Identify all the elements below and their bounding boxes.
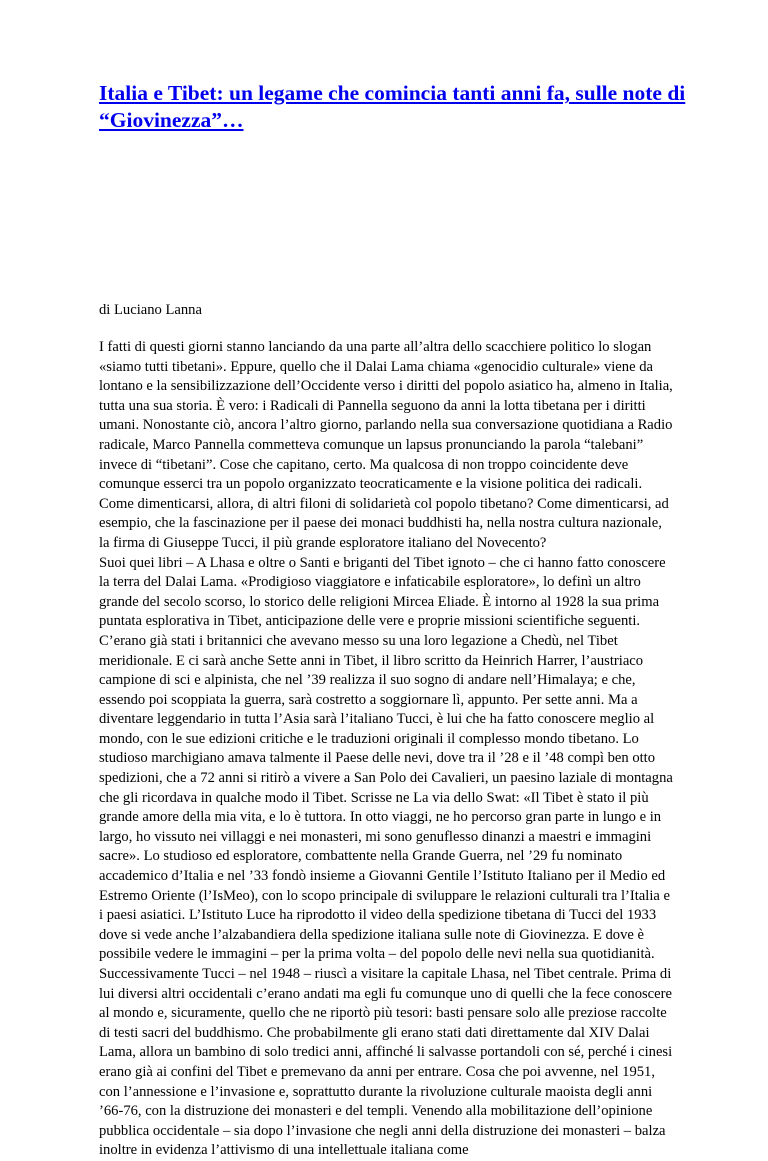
article-body: I fatti di questi giorni stanno lanciando da una parte all’altra dello scacchiere politico lo slogan «siamo tutti tibetani». Eppure, quello che il Dalai Lama chiama «genocidio culturale» viene da lontano e la sensibilizzazione dell’Occidente verso i diritti del popolo asiatico ha, almeno in Italia, tutta una sua storia. È vero: i Radicali di Pannella seguono da anni la lotta tibetana per i diritti umani. Nonostante ciò, ancora l’altro giorno, parlando nella sua conversazione quotidiana a Radio radicale, Marco Pannella commetteva comunque un lapsus pronunciando la parola “talebani” invece di “tibetani”. Cose che capitano, certo. Ma qualcosa di non troppo coincidente deve comunque esserci tra un popolo organizzato teocraticamente e la visione politica dei radicali. Come dimenticarsi, allora, di altri filoni di solidarietà col popolo tibetano? Come dimenticarsi, ad esempio, che la fascinazione per il paese dei monaci buddhisti ha, nella nostra cultura nazionale, la firma di Giuseppe Tucci, il più grande esploratore italiano del Novecento? Suoi quei libri – A Lhasa e oltre o Santi e briganti del Tibet ignoto – che ci hanno fatto conoscere la terra del Dalai Lama. «Prodigioso viaggiatore e infaticabile esploratore», lo definì un altro grande del secolo scorso, lo storico delle religioni Mircea Eliade. È intorno al 1928 la sua prima puntata esplorativa in Tibet, anticipazione delle vere e proprie missioni scientifiche seguenti. C’erano già stati i britannici che avevano messo su una loro legazione a Chedù, nel Tibet meridionale. E ci sarà anche Sette anni in Tibet, il libro scritto da Heinrich Harrer, l’austriaco campione di sci e alpinista, che nel ’39 realizza il suo sogno di andare nell’Himalaya; e che, essendo poi scoppiata la guerra, sarà costretto a soggiornare lì, appunto. Per sette anni. Ma a diventare leggendario in tutta l’Asia sarà l’italiano Tucci, è lui che ha fatto conoscere meglio al mondo, con le sue edizioni critiche e le traduzioni originali il complesso mondo tibetano. Lo studioso marchigiano amava talmente il Paese delle nevi, dove tra il ’28 e il ’48 compì ben otto spedizioni, che a 72 anni si ritirò a vivere a San Polo dei Cavalieri, un paesino laziale di montagna che gli ricordava in qualche modo il Tibet. Scrisse ne La via dello Swat: «Il Tibet è stato il più grande amore della mia vita, e lo è tuttora. In otto viaggi, ne ho percorso gran parte in lungo e in largo, ho vissuto nei villaggi e nei monasteri, mi sono genuflesso dinanzi a maestri e immagini sacre». Lo studioso ed esploratore, combattente nella Grande Guerra, nel ’29 fu nominato accademico d’Italia e nel ’33 fondò insieme a Giovanni Gentile l’Istituto Italiano per il Medio ed Estremo Oriente (l’IsMeo), con lo scopo principale di sviluppare le relazioni culturali tra l’Italia e i paesi asiatici. L’Istituto Luce ha riprodotto il video della spedizione tibetana di Tucci del 1933 dove si vede anche l’alzabandiera della spedizione italiana sulle note di Giovinezza. E dove è possibile vedere le immagini – per la prima volta – del popolo delle nevi nella sua quotidianità. Successivamente Tucci – nel 1948 – riuscì a visitare la capitale Lhasa, nel Tibet centrale. Prima di lui diversi altri occidentali c’erano andati ma egli fu comunque uno di quelli che la fece conoscere al mondo e, sicuramente, quello che ne riportò più tesori: basti pensare solo alle preziose raccolte di testi sacri del buddhismo. Che probabilmente gli erano stati dati direttamente dal XIV Dalai Lama, allora un bambino di solo tredici anni, affinché li salvasse portandoli con sé, perché i cinesi erano già ai confini del Tibet e premevano da anni per entrare. Cosa che poi avvenne, nel 1951, con l’annessione e l’invasione e, soprattutto durante la rivoluzione culturale maoista degli anni ’66-76, con la distruzione dei monasteri e del templi. Venendo alla mobilitazione dell’opinione pubblica occidentale – sia dopo l’invasione che negli anni della distruzione dei monasteri – balza inoltre in evidenza l’attivismo di una intellettuale italiana come [99,339,673,1159]
article-byline: di Luciano Lanna [99,302,202,318]
article-title-link[interactable]: Italia e Tibet: un legame che comincia tanti anni fa, sulle note di “Giovinezza”… [99,81,686,132]
